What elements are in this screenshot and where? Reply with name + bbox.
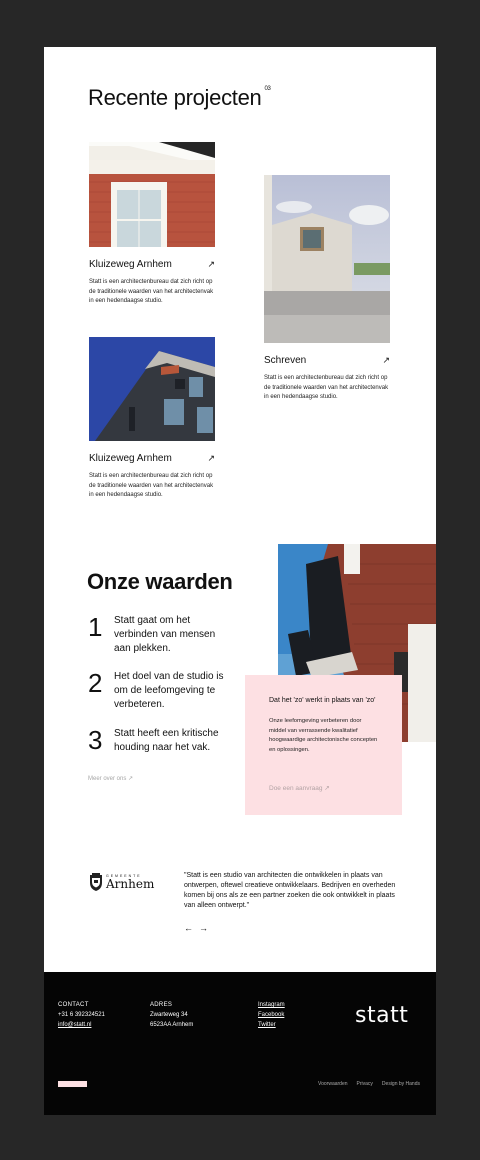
value-text: Statt heeft een kritische houding naar het vak. [114,728,219,753]
project-image-kluizeweg-1[interactable] [89,142,215,247]
section-title-projects: Recente projecten $^{03}$ [88,85,271,110]
value-item [88,613,234,656]
footer-city: 6523AA Arnhem [150,1022,194,1028]
request-link[interactable]: Doe een aanvraag ↗ [269,785,330,792]
arrow-up-right-icon[interactable]: ↗ [207,453,215,463]
footer-links [318,1081,420,1087]
page [44,47,436,1115]
footer-link-voorwaarden[interactable]: Voorwaarden [318,1081,348,1087]
gemeente-arnhem-logo [89,871,167,893]
statt-logo[interactable]: statt [355,1003,409,1028]
project-image-kluizeweg-2[interactable] [89,337,215,441]
project-card-kluizeweg-2[interactable] [89,337,215,501]
footer-social [258,1000,285,1030]
footer-email[interactable]: info@statt.nl [58,1022,92,1028]
arnhem-crest-icon [89,873,103,891]
arrow-up-right-icon[interactable]: ↗ [382,355,390,365]
footer-facebook-link[interactable]: Facebook [258,1012,285,1018]
project-description: Statt is een architectenbureau dat zich richt op de traditionele waarden van het architectenvak in een hedendaagse studio. [89,279,214,304]
footer-street: Zwarteweg 34 [150,1012,188,1018]
section-number: 03 [264,86,271,92]
footer-address-heading: ADRES [150,1002,173,1008]
footer-address [150,1000,193,1030]
arrow-up-right-icon[interactable]: ↗ [207,259,215,269]
value-text: Het doel van de studio is om de leefomgeving te verbeteren. [114,671,224,710]
project-title[interactable]: Kluizeweg Arnhem ↗ [89,259,215,270]
request-card-title: Dat het 'zo' werkt in plaats van 'zo' [269,697,376,704]
request-card-body: Onze leefomgeving verbeteren door middel van verrassende kwalitatief hoogwaardige architectonische concepten en oplossingen. [269,718,378,753]
footer-instagram-link[interactable]: Instagram [258,1002,285,1008]
value-item [88,726,234,755]
project-title[interactable]: Kluizeweg Arnhem ↗ [89,453,215,464]
footer-contact [58,1000,105,1030]
project-title[interactable]: Schreven ↗ [264,355,390,366]
footer-contact-heading: CONTACT [58,1002,89,1008]
project-image-schreven[interactable] [264,175,390,343]
footer-phone[interactable]: +31 6 392324521 [58,1012,105,1018]
testimonial-quote: "Statt is een studio van architecten die ontwikkelen in plaats van ontwerpen, oftewel creatieve ontwikkelaars. Bedrijven en overheden komen bij ons als ze een partner zoeken die ook ontwikkelt in plaats van alleen ontwerpt." [184,872,396,909]
project-card-kluizeweg-1[interactable] [89,142,215,307]
section-title-values: Onze waarden [87,569,233,594]
testimonial-nav [184,923,208,933]
value-text: Statt gaat om het verbinden van mensen aan plekken. [114,615,216,654]
value-number: 3 [88,725,103,755]
logo-big-text: Arnhem [106,876,155,891]
arrow-left-icon[interactable]: ← [184,923,193,933]
more-about-us-link[interactable]: Meer over ons ↗ [88,776,134,782]
arrow-right-icon[interactable]: → [199,923,208,933]
project-description: Statt is een architectenbureau dat zich richt op de traditionele waarden van het architectenvak in een hedendaagse studio. [264,375,389,400]
footer [44,972,436,1115]
value-item [88,669,234,712]
request-card [245,675,402,815]
project-description: Statt is een architectenbureau dat zich richt op de traditionele waarden van het architectenvak in een hedendaagse studio. [89,473,214,498]
logo-small-text: GEMEENTE [106,873,142,878]
accent-bar [58,1081,87,1087]
footer-twitter-link[interactable]: Twitter [258,1022,276,1028]
footer-link-privacy[interactable]: Privacy [356,1081,373,1087]
value-number: 2 [88,668,103,698]
project-card-schreven[interactable] [264,175,390,403]
footer-link-design-by-hands[interactable]: Design by Hands [381,1081,420,1087]
value-number: 1 [88,612,103,642]
